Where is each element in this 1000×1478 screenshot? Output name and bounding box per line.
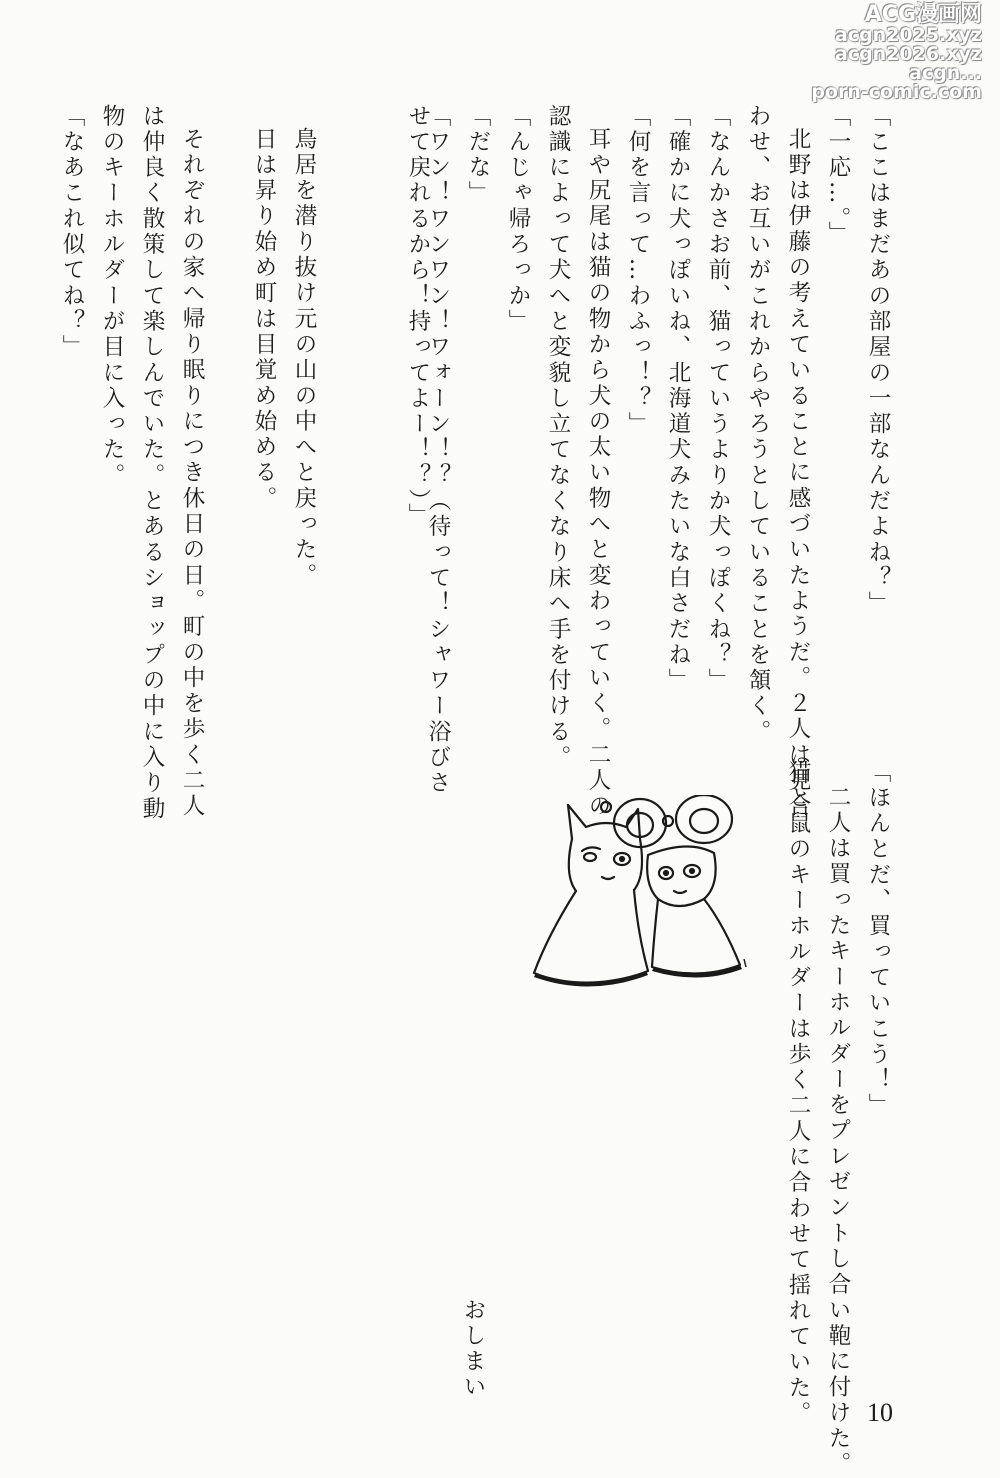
watermark-url: acgn2025.xyz [834,24,982,46]
watermark [811,4,982,102]
story-line: 日は昇り始め町は目覚め始める。 [251,127,277,512]
story-line: 耳や尻尾は猫の物から犬の太い物へと変わっていく。二人の [585,127,611,820]
watermark-url: porn-comic.com [811,81,982,103]
story-line: 猫と鼠のキーホルダーは歩く二人に合わせて揺れていた。 [785,760,811,1427]
cat-mouse-keychain-illustration [528,795,758,995]
story-line: 「ほんとだ、買っていこう！」 [865,760,891,1120]
story-line: 「なんかさお前、猫っていうよりか犬っぽくね？」 [705,104,731,694]
story-line: せて戻れるから！持ってよー！？）」 [405,104,431,529]
story-line: 「なあこれ似てね？」 [59,104,85,361]
page-number: 10 [867,1398,893,1427]
watermark-url: acgn2026.xyz [834,43,982,65]
story-line: 「確かに犬っぽいね、北海道犬みたいな白さだね」 [665,104,691,694]
story-line: それぞれの家へ帰り眠りにつき休日の日。町の中を歩く二人 [179,127,205,820]
story-line: 二人は買ったキーホルダーをプレゼントし合い鞄に付けた。 [825,785,851,1478]
watermark-url: acgn... [909,62,982,84]
story-line: 「ワン！ワンワン！ワォーン！？（待って！シャワー浴びさ [425,104,451,797]
story-line: 鳥居を潜り抜け元の山の中へと戻った。 [291,127,317,589]
story-line: 「んじゃ帰ろっか」 [505,104,531,335]
watermark-title: ACG漫画网 [864,2,982,27]
story-line: 認識によって犬へと変貌し立てなくなり床へ手を付ける。 [545,104,571,771]
story-line: 「一応…。」 [825,104,851,247]
story-line: 北野は伊藤の考えていることに感づいたようだ。２人は見合 [785,127,811,820]
story-line: 「ここはまだあの部屋の一部なんだよね？」 [865,104,891,617]
story-line: わせ、お互いがこれからやろうとしていることを頷く。 [745,104,771,746]
story-line: 「だな」 [465,104,491,207]
ending-text: おしまい [460,1298,486,1401]
story-line: は仲良く散策して楽しんでいた。とあるショップの中に入り動 [139,104,165,823]
story-line: 物のキーホルダーが目に入った。 [99,104,125,489]
story-line: 「何を言って…わふっ！？」 [625,104,651,438]
